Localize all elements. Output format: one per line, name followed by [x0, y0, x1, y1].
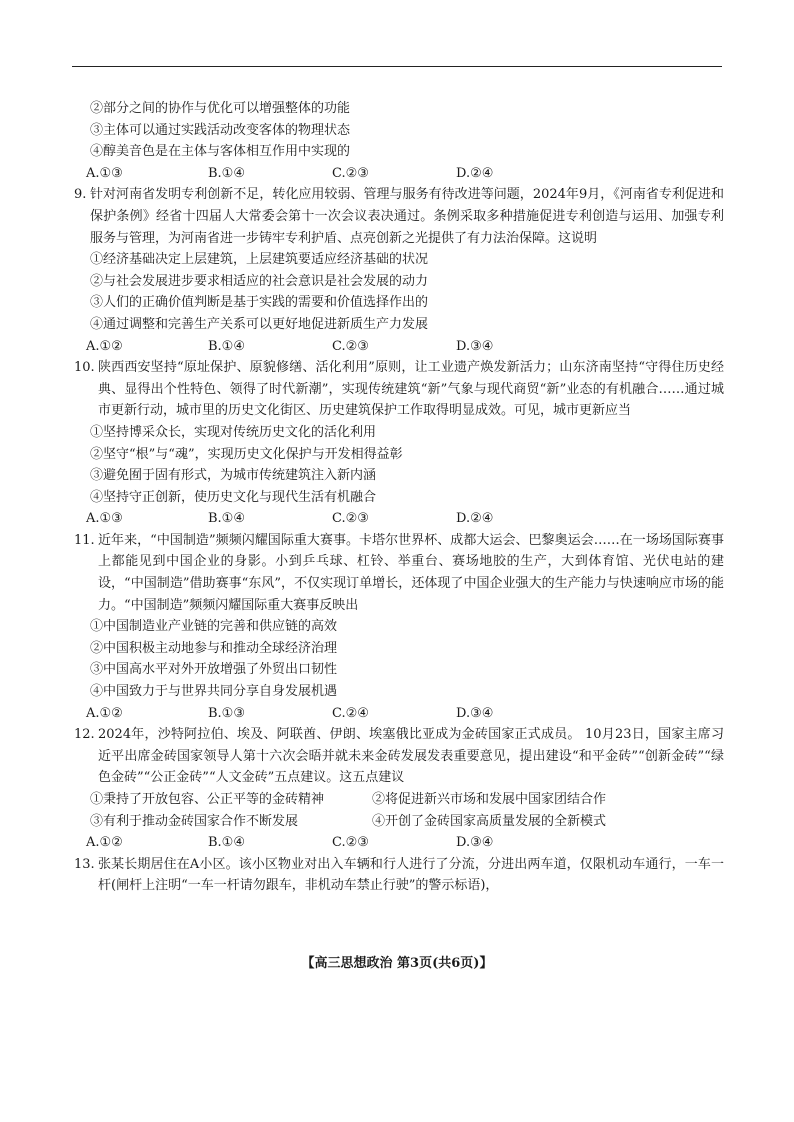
q10-option-3: ③避免囿于固有形式，为城市传统建筑注入新内涵 — [90, 468, 377, 484]
q8-option-3: ③主体可以通过实践活动改变客体的物理状态 — [90, 122, 351, 138]
q10-number: 10. — [74, 360, 95, 376]
q9-answer-a: A.①② — [86, 338, 123, 354]
q9-option-2: ②与社会发展进步要求相适应的社会意识是社会发展的动力 — [90, 273, 429, 289]
q10-stem: 陕西西安坚持“原址保护、原貌修缮、活化利用”原则，让工业遗产焕发新活力；山东济南坚持“守得住历史经典、显得出个性特色、领得了时代新潮”，实现传统建筑“新”气象与现代商贸“新”业态的有机融合……通过城市更新行动，城市里的历史文化街区、历史建筑保护工作取得明显成效。可见，城市更新应当 — [98, 360, 724, 419]
q9-stem-block — [74, 184, 724, 249]
q12-option-1: ①秉持了开放包容、公正平等的金砖精神 — [90, 792, 325, 807]
q13-stem: 张某长期居住在A小区。该小区物业对出入车辆和行人进行了分流，分进出两车道，仅限机动车通行，一车一杆(闸杆上注明“一车一杆请勿跟车，非机动车禁止行驶”的警示标语)， — [98, 856, 724, 894]
exam-content — [74, 98, 724, 897]
q10-answers — [74, 508, 724, 530]
q11-option-2: ②中国积极主动地参与和推动全球经济治理 — [90, 640, 338, 656]
q13-number: 13. — [74, 856, 95, 872]
question-8 — [74, 98, 724, 184]
q12-answer-c: C.②③ — [332, 835, 369, 851]
q11-number: 11. — [74, 532, 95, 548]
q8-answer-d: D.②④ — [456, 165, 494, 181]
q9-option-1: ①经济基础决定上层建筑，上层建筑要适应经济基础的状况 — [90, 252, 429, 268]
q10-option-4: ④坚持守正创新，使历史文化与现代生活有机融合 — [90, 489, 377, 505]
q11-option-1: ①中国制造业产业链的完善和供应链的高效 — [90, 619, 338, 635]
q12-options-row-1 — [74, 789, 724, 811]
q10-answer-c: C.②③ — [332, 511, 369, 527]
q9-option-3: ③人们的正确价值判断是基于实践的需要和价值选择作出的 — [90, 295, 429, 311]
q8-answers — [74, 163, 724, 185]
q12-answer-d: D.③④ — [456, 835, 494, 851]
q12-option-3: ③有利于推动金砖国家合作不断发展 — [90, 813, 299, 829]
q10-stem-block — [74, 357, 724, 422]
q11-answer-a: A.①② — [86, 705, 123, 721]
q11-answer-d: D.③④ — [456, 705, 494, 721]
question-11 — [74, 530, 724, 724]
q11-option-4: ④中国致力于与世界共同分享自身发展机遇 — [90, 684, 338, 700]
q11-answer-c: C.②④ — [332, 705, 369, 721]
header-rule — [72, 66, 722, 67]
q12-options-row-2 — [74, 811, 724, 833]
q8-answer-a: A.①③ — [86, 165, 123, 181]
q9-number: 9. — [74, 187, 87, 203]
question-12 — [74, 724, 724, 854]
q11-option-3: ③中国高水平对外开放增强了外贸出口韧性 — [90, 662, 338, 678]
q8-answer-c: C.②③ — [332, 165, 369, 181]
q12-answer-a: A.①② — [86, 835, 123, 851]
q11-stem-block — [74, 530, 724, 616]
q11-answer-b: B.①③ — [208, 705, 245, 721]
question-10 — [74, 357, 724, 530]
q10-option-1: ①坚持博采众长，实现对传统历史文化的活化利用 — [90, 424, 377, 440]
q12-stem: 2024年，沙特阿拉伯、埃及、阿联酋、伊朗、埃塞俄比亚成为金砖国家正式成员。 10月23日，国家主席习近平出席金砖国家领导人第十六次会晤并就未来金砖发展发表重要意见，提出建设“和平金砖”“创新金砖”“绿色金砖”“公正金砖”“人文金砖”五点建议。这五点建议 — [98, 727, 724, 786]
q10-option-2: ②坚守“根”与“魂”，实现历史文化保护与开发相得益彰 — [90, 446, 403, 462]
q9-answer-d: D.③④ — [456, 338, 494, 354]
q13-stem-block — [74, 854, 724, 897]
q9-option-4: ④通过调整和完善生产关系可以更好地促进新质生产力发展 — [90, 316, 429, 332]
q12-answers — [74, 832, 724, 854]
q9-answers — [74, 336, 724, 358]
page-footer: 【高三思想政治 第3页(共6页)】 — [301, 956, 493, 971]
q9-stem: 针对河南省发明专利创新不足，转化应用较弱、管理与服务有待改进等问题，2024年9月，《河南省专利促进和保护条例》经省十四届人大常委会第十一次会议表决通过。条例采取多种措施促进专利创造与运用、加强专利服务与管理，为河南省进一步铸牢专利护盾、点亮创新之光提供了有力法治保障。这说明 — [90, 187, 724, 246]
q11-stem: 近年来，“中国制造”频频闪耀国际重大赛事。卡塔尔世界杯、成都大运会、巴黎奥运会……在一场场国际赛事上都能见到中国企业的身影。小到乒乓球、杠铃、举重台、赛场地胶的生产，大到体育馆、光伏电站的建设，“中国制造”借助赛事“东风”，不仅实现订单增长，还体现了中国企业强大的生产能力与快速响应市场的能力。“中国制造”频频闪耀国际重大赛事反映出 — [98, 532, 724, 613]
q8-option-4: ④醇美音色是在主体与客体相互作用中实现的 — [90, 144, 351, 160]
q8-option-2: ②部分之间的协作与优化可以增强整体的功能 — [90, 101, 351, 116]
q10-answer-b: B.①④ — [208, 511, 245, 527]
q12-stem-block — [74, 724, 724, 789]
q10-answer-d: D.②④ — [456, 511, 494, 527]
question-13 — [74, 854, 724, 897]
q9-answer-c: C.②③ — [332, 338, 369, 354]
question-9 — [74, 184, 724, 357]
q11-answers — [74, 703, 724, 725]
q12-option-2: ②将促进新兴市场和发展中国家团结合作 — [372, 792, 607, 807]
q12-answer-b: B.①④ — [208, 835, 245, 851]
q9-answer-b: B.①④ — [208, 338, 245, 354]
q12-number: 12. — [74, 727, 95, 743]
q12-option-4: ④开创了金砖国家高质量发展的全新模式 — [372, 813, 607, 829]
q10-answer-a: A.①③ — [86, 511, 123, 527]
q8-answer-b: B.①④ — [208, 165, 245, 181]
